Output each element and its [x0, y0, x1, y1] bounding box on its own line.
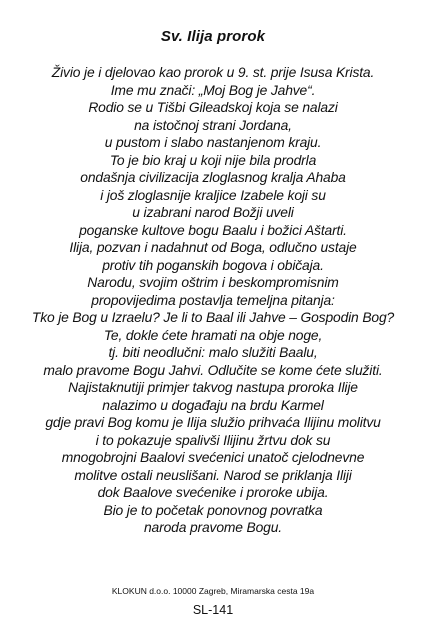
body-line: dok Baalove svećenike i proroke ubija. — [97, 484, 329, 500]
body-line: molitve ostali neuslišani. Narod se priklanja Iliji — [74, 466, 352, 483]
body-line: naroda pravome Bogu. — [144, 519, 282, 535]
body-line: ondašnja civilizacija zloglasnog kralja Ahaba — [80, 169, 346, 185]
body-line: Rodio se u Tišbi Gileadskoj koja se nalazi — [88, 99, 338, 115]
body-line: i još zloglasnije kraljice Izabele koji su — [100, 186, 326, 203]
body-line: propovijedima postavlja temeljna pitanja: — [91, 291, 335, 308]
body-line: na istočnoj strani Jordana, — [134, 116, 292, 133]
body-line: malo pravome Bogu Jahvi. Odlučite se kome ćete služiti. — [43, 361, 383, 378]
body-line: Bio je to početak ponovnog povratka — [103, 501, 323, 518]
body-line: To je bio kraj u koji nije bila prodrla — [109, 151, 317, 168]
body-line: Živio je i djelovao kao prorok u 9. st. prije Isusa Krista. — [51, 64, 375, 80]
body-line: poganske kultove bogu Baalu i božici Aštarti. — [79, 221, 347, 238]
body-line: tj. biti neodlučni: malo služiti Baalu, — [108, 344, 318, 360]
card-body-text — [0, 64, 426, 537]
body-line: Narodu, svojim oštrim i beskompromisnim — [87, 274, 339, 290]
body-line: gdje pravi Bog komu je Ilija služio prihvaća Ilijinu molitvu — [45, 414, 381, 430]
body-line: Najistaknutiji primjer takvog nastupa proroka Ilije — [68, 379, 358, 395]
body-line: Tko je Bog u Izraelu? Je li to Baal ili Jahve – Gospodin Bog? — [31, 309, 395, 325]
card-title: Sv. Ilija prorok — [160, 28, 266, 45]
product-code: SL-141 — [192, 603, 234, 617]
body-line: u izabrani narod Božji uveli — [132, 204, 294, 220]
body-line: Ilija, pozvan i nadahnut od Boga, odlučno ustaje — [69, 239, 357, 255]
body-line: protiv tih poganskih bogova i običaja. — [102, 256, 324, 273]
publisher-address: KLOKUN d.o.o. 10000 Zagreb, Miramarska cesta 19a — [111, 586, 315, 596]
body-line: Te, dokle ćete hramati na obje noge, — [103, 326, 323, 343]
body-line: mnogobrojni Baalovi svećenici unatoč cjelodnevne — [61, 449, 365, 465]
body-line: Ime mu znači: „Moj Bog je Jahve“. — [110, 81, 316, 98]
body-line: i to pokazuje spalivši Ilijinu žrtvu dok su — [95, 431, 331, 448]
body-line: nalazimo u događaju na brdu Karmel — [102, 396, 324, 413]
body-line: u pustom i slabo nastanjenom kraju. — [104, 134, 322, 150]
